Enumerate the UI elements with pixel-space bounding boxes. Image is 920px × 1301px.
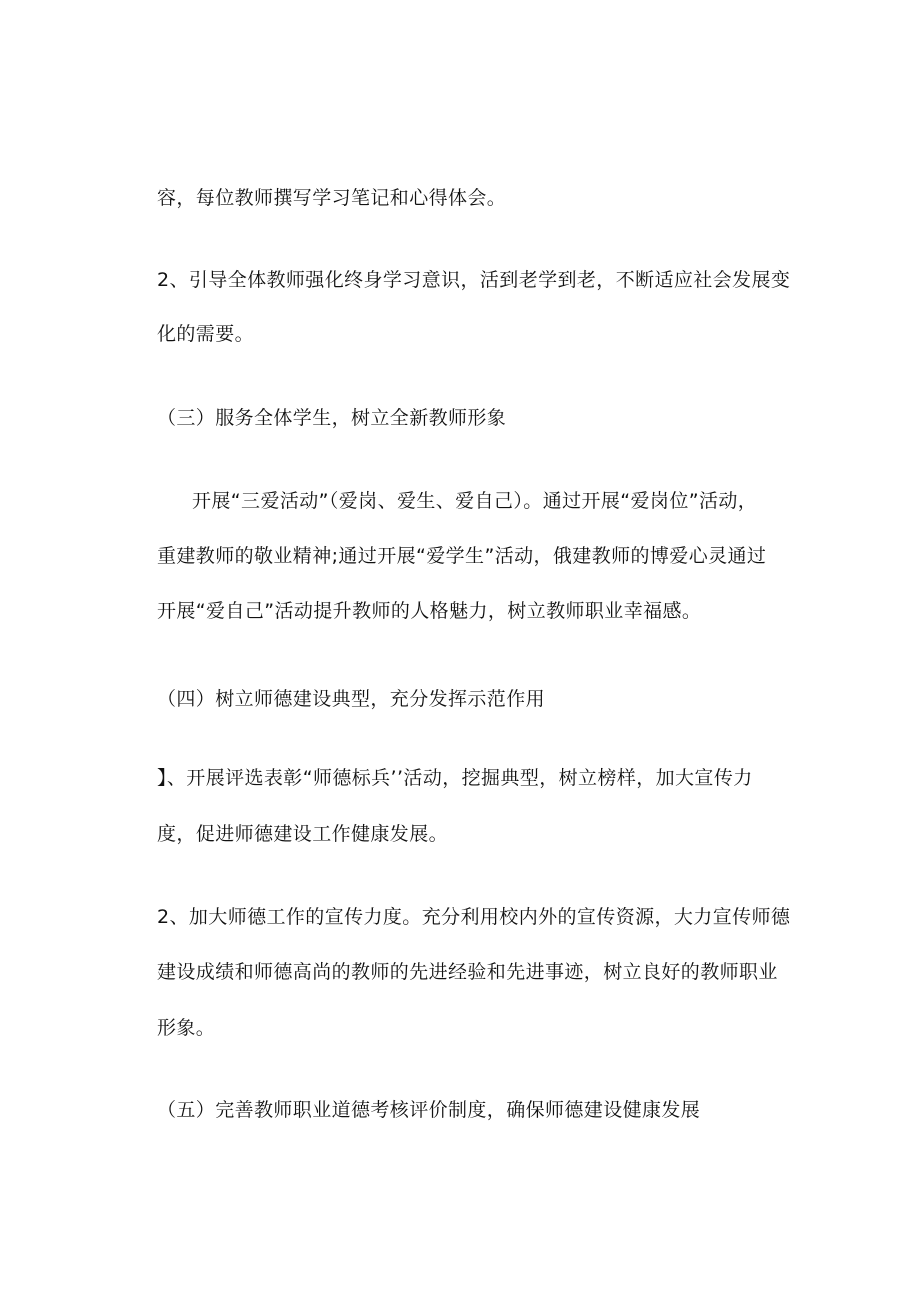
section-heading: （五）完善教师职业道德考核评价制度，确保师德建设健康发展 — [157, 1099, 701, 1121]
paragraph-line: 开展“三爱活动”（爱岗、爱生、爱自己）。通过开展“爱岗位”活动， — [192, 490, 758, 512]
paragraph-line: 2、加大师德工作的宣传力度。充分利用校内外的宣传资源，大力宣传师德 — [157, 906, 791, 928]
paragraph-line: 开展“爱自己”活动提升教师的人格魅力，树立教师职业幸福感。 — [157, 600, 702, 622]
section-heading: （三）服务全体学生，树立全新教师形象 — [157, 407, 507, 429]
paragraph-line: 度，促进师德建设工作健康发展。 — [157, 823, 449, 845]
paragraph-line: 2、引导全体教师强化终身学习意识，活到老学到老，不断适应社会发展变 — [157, 269, 791, 291]
paragraph-line: 容，每位教师撰写学习笔记和心得体会。 — [157, 187, 507, 209]
paragraph-line: 】、开展评选表彰“师德标兵’’活动，挖掘典型，树立榜样，加大宣传力 — [157, 767, 753, 789]
paragraph-line: 建设成绩和师德高尚的教师的先进经验和先进事迹，树立良好的教师职业 — [157, 961, 778, 983]
paragraph-line: 重建教师的敬业精神;通过开展“爱学生”活动，俄建教师的博爱心灵通过 — [157, 545, 767, 567]
paragraph-line: 化的需要。 — [157, 323, 255, 345]
section-heading: （四）树立师德建设典型，充分发挥示范作用 — [157, 688, 546, 710]
paragraph-line: 形象。 — [157, 1017, 216, 1039]
